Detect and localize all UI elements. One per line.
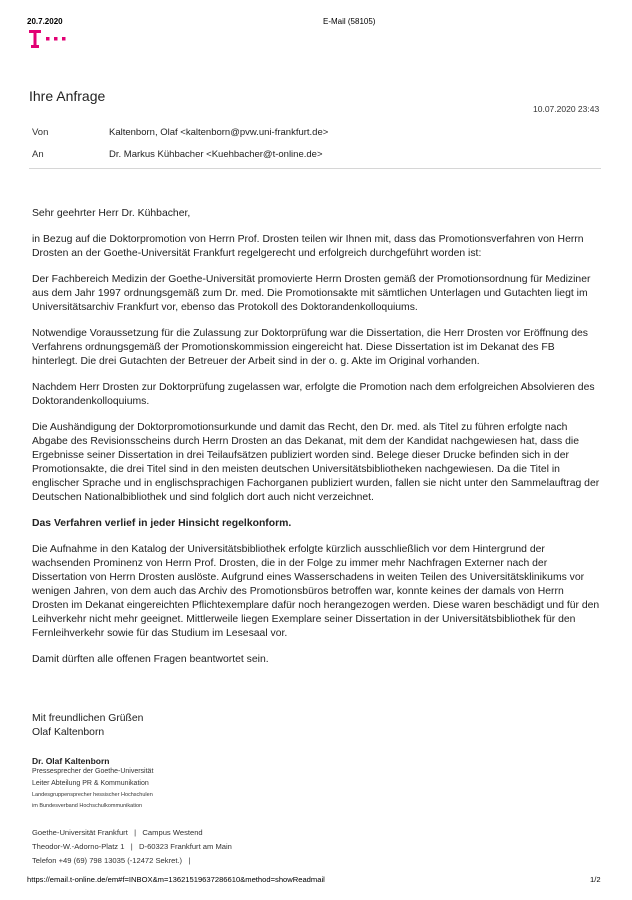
header-divider — [29, 168, 601, 169]
paragraph-5: Die Aushändigung der Doktorpromotionsurkunde und damit das Recht, den Dr. med. als Titel zu führen erfolgte nach Abgabe des Revisionsscheins durch Herrn Drosten an das Dekanat, mit dem der Kandidat nachgewiesen hat, dass die Ergebnisse seiner Dissertation in drei Teilaufsätzen publiziert worden sind. Belege dieser Drucke befinden sich in der Promotionsakte, die drei Titel sind in den meisten deutschen Universitätsbibliotheken nachgewiesen. Da die Titel in englischer Sprache und in englischsprachigen Fachorganen publiziert wurden, fallen sie nicht unter den Sammelauftrag der Deutschen Nationalbibliothek und sind folglich dort auch nicht verzeichnet. — [32, 422, 600, 503]
logo-dot-3 — [62, 37, 66, 41]
to-label: An — [32, 149, 44, 160]
signature-name: Dr. Olaf Kaltenborn — [32, 756, 110, 766]
mail-body — [32, 207, 600, 679]
closing — [32, 712, 143, 740]
footer-line-3: Telefon +49 (69) 798 13035 (-12472 Sekret.) | — [32, 856, 191, 865]
footer-line-2: Theodor-W.-Adorno-Platz 1 | D-60323 Frankfurt am Main — [32, 842, 232, 851]
logo-dot-1 — [46, 37, 50, 41]
print-title: E-Mail (58105) — [323, 17, 376, 26]
paragraph-1: in Bezug auf die Doktorpromotion von Herrn Prof. Drosten teilen wir Ihnen mit, dass das Promotionsverfahren von Herrn Drosten an der Goethe-Universität Frankfurt regelgerecht und erfolgreich durchgeführt worden ist: — [32, 234, 584, 259]
mail-subject: Ihre Anfrage — [29, 88, 106, 104]
print-date: 20.7.2020 — [27, 17, 63, 26]
signature-line-4: im Bundesverband Hochschulkommunikation — [32, 803, 143, 809]
signature-block — [32, 766, 153, 812]
signature-line-1: Pressesprecher der Goethe-Universität — [32, 768, 154, 775]
paragraph-3: Notwendige Voraussetzung für die Zulassung zur Doktorprüfung war die Dissertation, die Herr Drosten vor Eröffnung des Verfahrens ordnungsgemäß der Promotionskommission eingereicht hat. Diese Dissertation ist im Dekanat des FB hinterlegt. Die drei Gutachten der Betreuer der Arbeit sind in der o. g. Akte im Original vorhanden. — [32, 328, 588, 367]
from-label: Von — [32, 127, 49, 138]
page-number: 1/2 — [590, 875, 601, 884]
greeting: Sehr geehrter Herr Dr. Kühbacher, — [32, 208, 191, 219]
from-value[interactable]: Kaltenborn, Olaf <kaltenborn@pvw.uni-frankfurt.de> — [109, 127, 329, 138]
signature-line-3: Landesgruppensprecher hessischer Hochschulen — [32, 792, 153, 798]
logo-t-base — [31, 45, 39, 48]
footer-line-1: Goethe-Universität Frankfurt | Campus Westend — [32, 828, 203, 837]
telekom-logo — [29, 28, 73, 50]
paragraph-2: Der Fachbereich Medizin der Goethe-Universität promovierte Herrn Drosten gemäß der Promotionsordnung für Mediziner aus dem Jahr 1997 ordnungsgemäß zum Dr. med. Die Promotionsakte mit sämtlichen Unterlagen und Gutachten liegt im Universitätsarchiv Frankfurt vor, ebenso das Protokoll des Doktorandenkolloquiums. — [32, 274, 591, 313]
logo-dot-2 — [54, 37, 58, 41]
closing-line-1: Mit freundlichen Grüßen — [32, 713, 144, 724]
signature-footer — [32, 826, 232, 868]
signature-line-2: Leiter Abteilung PR & Kommunikation — [32, 780, 149, 787]
to-value[interactable]: Dr. Markus Kühbacher <Kuehbacher@t-online.de> — [109, 149, 323, 160]
mail-date: 10.07.2020 23:43 — [533, 104, 600, 114]
paragraph-7: Die Aufnahme in den Katalog der Universitätsbibliothek erfolgte kürzlich ausschließlich vor dem Hintergrund der wachsenden Prominenz von Herrn Prof. Drosten, die in der Folge zu immer mehr Nachfragen Externer nach der Dissertation von Herrn Drosten auslöste. Aufgrund eines Wasserschadens in weiten Teilen des Universitätsklinikums vor wenigen Jahren, von dem auch das Archiv des Promotionsbüros betroffen war, konnte keines der damals von Herrn Drosten im Dekanat eingereichten Pflichtexemplare dafür noch herangezogen werden. Diese waren beschädigt und für den Leihverkehr nicht mehr geeignet. Mittlerweile liegen Exemplare seiner Dissertation in der Universitätsbibliothek für den Fernleihverkehr sowie für das Studium im Lesesaal vor. — [32, 544, 600, 639]
paragraph-8: Damit dürften alle offenen Fragen beantwortet sein. — [32, 654, 269, 665]
print-url[interactable]: https://email.t-online.de/em#f=INBOX&m=1362151963728661​0&method=showReadmail — [27, 875, 325, 884]
paragraph-4: Nachdem Herr Drosten zur Doktorprüfung zugelassen war, erfolgte die Promotion nach dem erfolgreichen Absolvieren des Doktorandenkolloquiums. — [32, 382, 595, 407]
paragraph-6-bold: Das Verfahren verlief in jeder Hinsicht regelkonform. — [32, 518, 292, 529]
closing-line-2: Olaf Kaltenborn — [32, 727, 105, 738]
